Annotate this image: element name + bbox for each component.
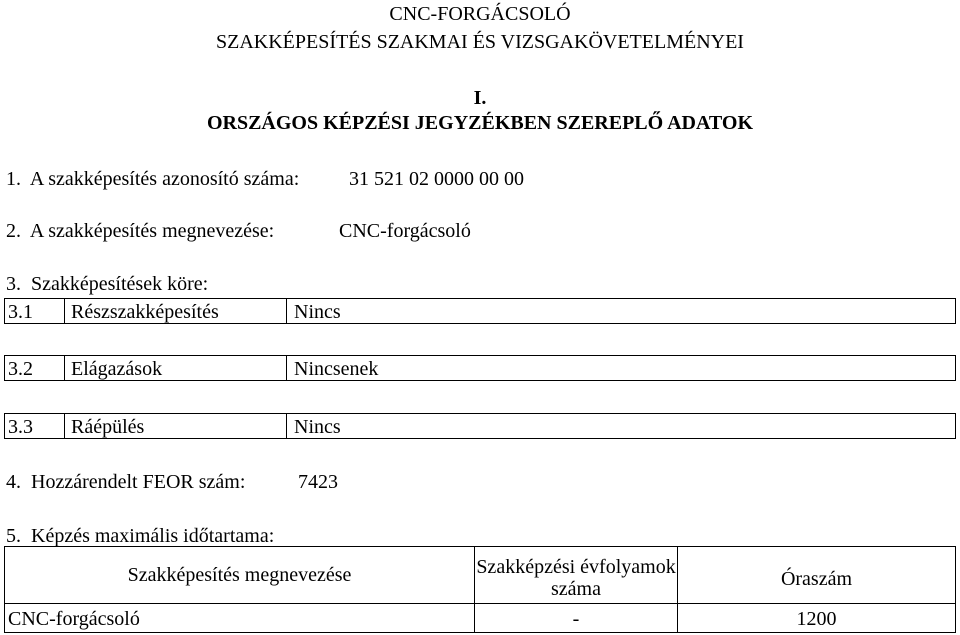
- scope-row-number: 3.1: [5, 299, 65, 323]
- header-hours: Óraszám: [780, 568, 853, 590]
- scope-row-branches: [4, 355, 956, 381]
- scope-row-value: Nincs: [294, 416, 341, 438]
- section-number: I.: [473, 87, 487, 109]
- item-1-value: 31 521 02 0000 00 00: [349, 168, 524, 190]
- scope-row-name: Részszakképesítés: [65, 299, 287, 323]
- cell-grade-count: -: [475, 604, 678, 632]
- cell-hours: 1200: [796, 608, 837, 630]
- item-4-value: 7423: [298, 471, 338, 493]
- document-title: CNC-FORGÁCSOLÓ: [389, 3, 571, 25]
- item-3-label: 3. Szakképesítések köre:: [6, 273, 209, 295]
- scope-row-number: 3.3: [5, 414, 65, 438]
- item-2-label: 2. A szakképesítés megnevezése:: [6, 220, 275, 242]
- duration-table: [4, 546, 956, 633]
- section-title: ORSZÁGOS KÉPZÉSI JEGYZÉKBEN SZEREPLŐ ADATOK: [206, 112, 754, 134]
- item-4-label: 4. Hozzárendelt FEOR szám:: [6, 471, 246, 493]
- cell-qualification-name: CNC-forgácsoló: [5, 604, 475, 632]
- item-1-label: 1. A szakképesítés azonosító száma:: [6, 168, 300, 190]
- item-5-label: 5. Képzés maximális időtartama:: [6, 525, 275, 547]
- header-qualification-name: Szakképesítés megnevezése: [5, 547, 475, 603]
- scope-row-extension: [4, 413, 956, 439]
- scope-row-name: Elágazások: [65, 356, 287, 380]
- scope-row-number: 3.2: [5, 356, 65, 380]
- scope-row-partial: [4, 298, 956, 324]
- scope-row-value: Nincsenek: [294, 358, 379, 380]
- header-grade-count: Szakképzési évfolyamok száma: [475, 547, 678, 603]
- scope-row-name: Ráépülés: [65, 414, 287, 438]
- scope-row-value: Nincs: [294, 301, 341, 323]
- document-subtitle: SZAKKÉPESÍTÉS SZAKMAI ÉS VIZSGAKÖVETELMÉNYEI: [216, 31, 744, 53]
- item-2-value: CNC-forgácsoló: [339, 220, 471, 242]
